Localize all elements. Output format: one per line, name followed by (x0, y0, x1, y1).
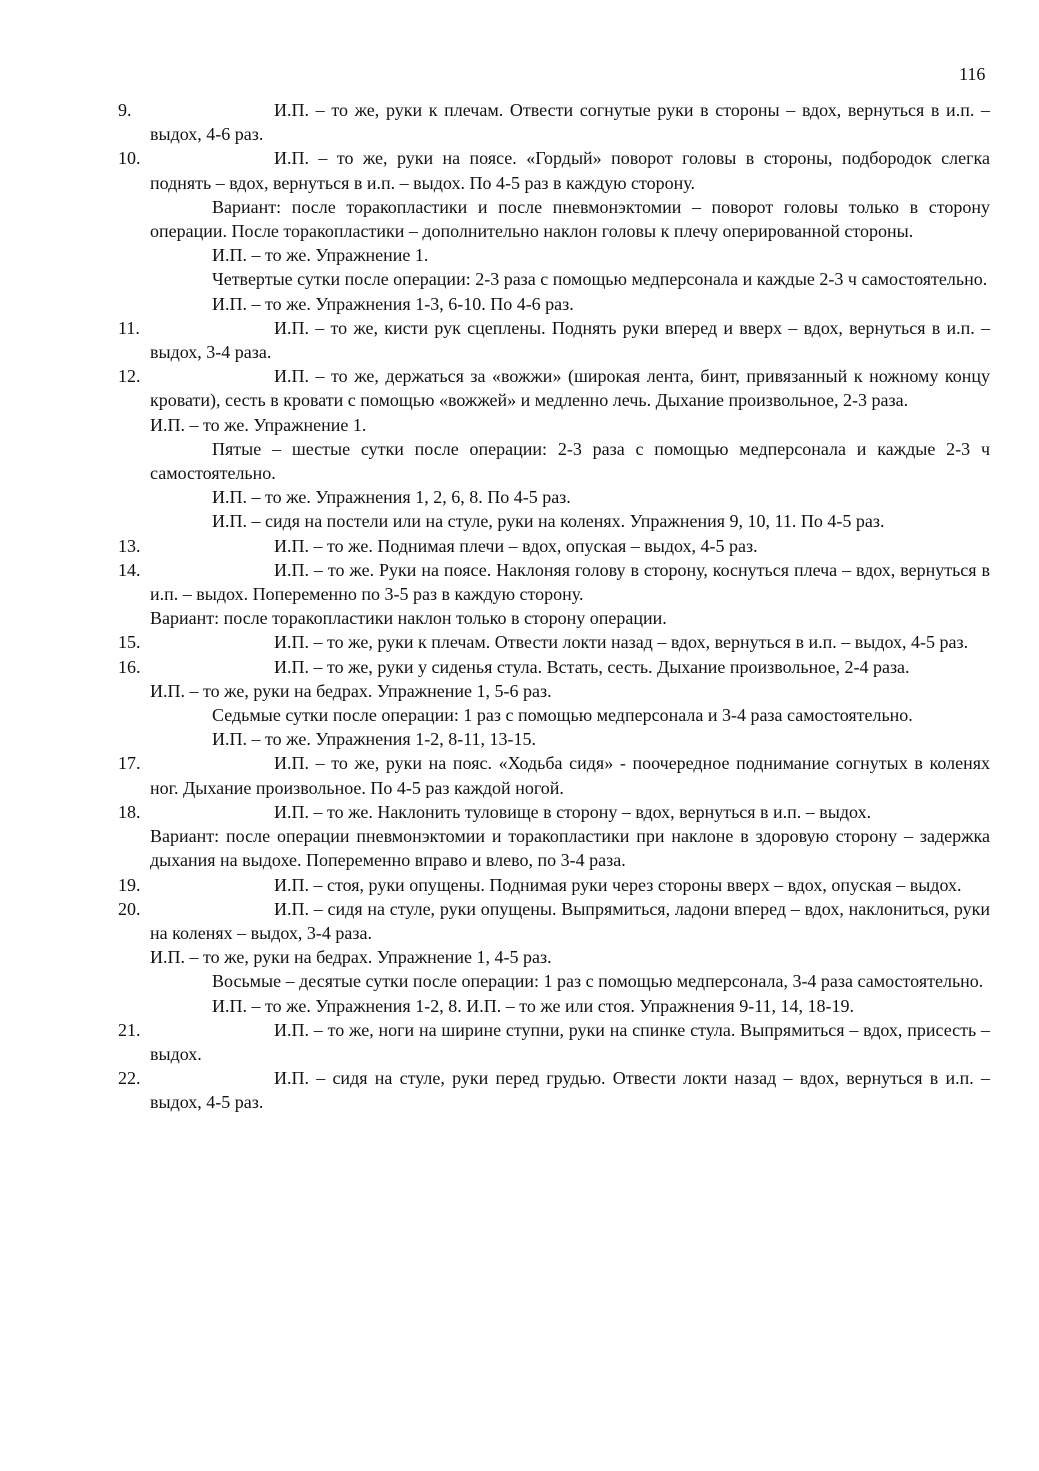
indented-paragraph: И.П. – то же. Упражнения 1-2, 8. И.П. – то же или стоя. Упражнения 9-11, 14, 18-19. (212, 995, 855, 1016)
exercise-text: И.П. – то же. Руки на поясе. Наклоняя голову в сторону, коснуться плеча – вдох, вернуться в и.п. – выдох. Попеременно по 3-5 раз в каждую сторону. (150, 559, 990, 605)
exercise-number: 11. (118, 317, 140, 338)
exercise-item (118, 558, 990, 606)
exercise-item (118, 897, 990, 945)
exercise-text: И.П. – сидя на стуле, руки опущены. Выпрямиться, ладони вперед – вдох, наклониться, руки на коленях – выдох, 3-4 раза. (150, 898, 990, 943)
exercise-number: 15. (118, 632, 141, 653)
exercise-text: И.П. – то же, руки у сиденья стула. Встать, сесть. Дыхание произвольное, 2-4 раза. (274, 656, 910, 677)
indented-paragraph: И.П. – сидя на постели или на стуле, руки на коленях. Упражнения 9, 10, 11. По 4-5 раз. (212, 511, 885, 532)
paragraph: Вариант: после торакопластики наклон только в сторону операции. (150, 608, 667, 629)
document-body (118, 98, 990, 1115)
indented-paragraph: И.П. – то же. Упражнения 1-2, 8-11, 13-15. (212, 729, 537, 750)
indented-paragraph: И.П. – то же. Упражнение 1. (212, 245, 429, 266)
exercise-text: И.П. – стоя, руки опущены. Поднимая руки через стороны вверх – вдох, опуская – выдох. (274, 874, 962, 895)
exercise-item (118, 146, 990, 194)
indented-paragraph: Пятые – шестые сутки после операции: 2-3 раза с помощью медперсонала и каждые 2-3 ч самостоятельно. (150, 438, 990, 484)
exercise-number: 12. (118, 366, 141, 387)
exercise-item (118, 800, 990, 824)
exercise-number: 21. (118, 1019, 141, 1040)
exercise-number: 16. (118, 656, 141, 677)
indented-paragraph: И.П. – то же. Упражнения 1-3, 6-10. По 4-6 раз. (212, 293, 574, 314)
indented-paragraph: Вариант: после торакопластики и после пневмонэктомии – поворот головы только в сторону операции. После торакопластики – дополнительно наклон головы к плечу оперированной стороны. (150, 196, 990, 242)
exercise-text: И.П. – сидя на стуле, руки перед грудью. Отвести локти назад – вдох, вернуться в и.п. – выдох, 4-5 раз. (150, 1068, 990, 1113)
paragraph: И.П. – то же, руки на бедрах. Упражнение 1, 4-5 раз. (150, 947, 552, 968)
exercise-number: 20. (118, 898, 141, 919)
exercise-number: 13. (118, 535, 141, 556)
exercise-item (118, 364, 990, 412)
exercise-text: И.П. – то же, руки к плечам. Отвести локти назад – вдох, вернуться в и.п. – выдох, 4-5 раз. (274, 632, 969, 653)
exercise-item (118, 873, 990, 897)
exercise-text: И.П. – то же. Наклонить туловище в сторону – вдох, вернуться в и.п. – выдох. (274, 801, 872, 822)
exercise-item (118, 316, 990, 364)
page-number: 116 (959, 64, 986, 84)
exercise-item (118, 1018, 990, 1066)
exercise-text: И.П. – то же, руки на пояс. «Ходьба сидя» - поочередное поднимание согнутых в коленях ног. Дыхание произвольное. По 4-5 раз каждой ногой. (150, 753, 990, 798)
paragraph: И.П. – то же, руки на бедрах. Упражнение 1, 5-6 раз. (150, 680, 552, 701)
exercise-item (118, 1066, 990, 1114)
exercise-text: И.П. – то же, держаться за «вожжи» (широкая лента, бинт, привязанный к ножному концу кровати), сесть в кровати с помощью «вожжей» и медленно лечь. Дыхание произвольное, 2-3 раза. (150, 366, 990, 411)
exercise-text: И.П. – то же. Поднимая плечи – вдох, опуская – выдох, 4-5 раз. (274, 535, 758, 556)
exercise-item (118, 630, 990, 654)
exercise-number: 14. (118, 559, 141, 580)
paragraph: И.П. – то же. Упражнение 1. (150, 414, 367, 435)
exercise-number: 9. (118, 100, 132, 120)
paragraph: Вариант: после операции пневмонэктомии и торакопластики при наклоне в здоровую сторону – задержка дыхания на выдохе. Попеременно вправо и влево, по 3-4 раза. (150, 826, 990, 871)
exercise-text: И.П. – то же, кисти рук сцеплены. Поднять руки вперед и вверх – вдох, вернуться в и.п. – выдох, 3-4 раза. (150, 317, 990, 363)
indented-paragraph: Седьмые сутки после операции: 1 раз с помощью медперсонала и 3-4 раза самостоятельно. (212, 705, 913, 726)
indented-paragraph: Четвертые сутки после операции: 2-3 раза с помощью медперсонала и каждые 2-3 ч самостоятельно. (212, 269, 988, 290)
indented-paragraph: Восьмые – десятые сутки после операции: 1 раз с помощью медперсонала, 3-4 раза самостоятельно. (212, 971, 984, 992)
exercise-text: И.П. – то же, руки на поясе. «Гордый» поворот головы в стороны, подбородок слегка поднять – вдох, вернуться в и.п. – выдох. По 4-5 раз в каждую сторону. (150, 148, 990, 193)
exercise-number: 22. (118, 1068, 141, 1089)
exercise-number: 18. (118, 801, 141, 822)
exercise-item (118, 655, 990, 679)
indented-paragraph: И.П. – то же. Упражнения 1, 2, 6, 8. По 4-5 раз. (212, 487, 571, 508)
exercise-number: 10. (118, 148, 141, 169)
exercise-text: И.П. – то же, ноги на ширине ступни, руки на спинке стула. Выпрямиться – вдох, присесть – выдох. (150, 1019, 990, 1064)
exercise-number: 17. (118, 753, 141, 774)
exercise-item (118, 98, 990, 146)
exercise-text: И.П. – то же, руки к плечам. Отвести согнутые руки в стороны – вдох, вернуться в и.п. – выдох, 4-6 раз. (150, 100, 990, 145)
exercise-item (118, 751, 990, 799)
exercise-item (118, 534, 990, 558)
exercise-number: 19. (118, 874, 141, 895)
